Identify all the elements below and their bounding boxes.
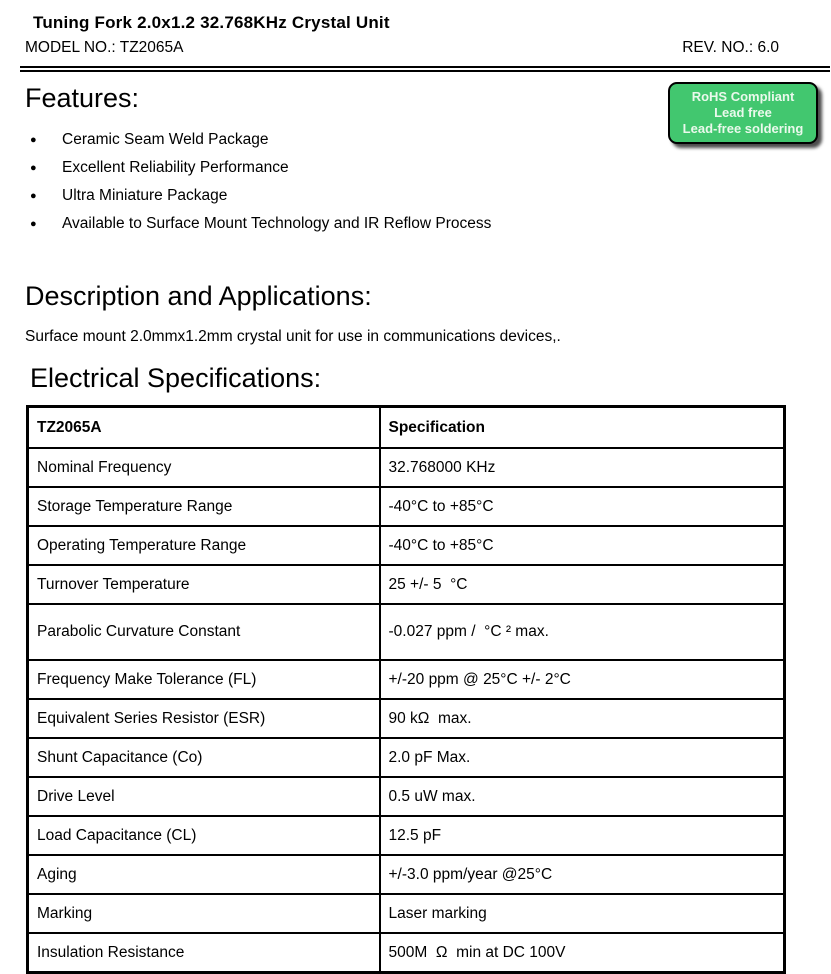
- table-row: [28, 604, 785, 660]
- table-row: [28, 526, 785, 565]
- header-subline: [0, 35, 831, 58]
- features-heading: Features:: [25, 83, 140, 113]
- param-cell: Drive Level: [28, 777, 380, 816]
- rohs-badge-line-3: Lead-free soldering: [682, 121, 804, 136]
- rohs-badge-line-2: Lead free: [714, 105, 772, 120]
- rohs-badge-line-1: RoHS Compliant: [691, 89, 795, 104]
- param-cell: Load Capacitance (CL): [28, 816, 380, 855]
- feature-item-label: Ceramic Seam Weld Package: [62, 131, 269, 148]
- param-cell: Nominal Frequency: [28, 448, 380, 487]
- table-row: [28, 777, 785, 816]
- value-cell: 32.768000 KHz: [380, 448, 785, 487]
- table-header-specification: Specification: [380, 407, 785, 449]
- value-cell: -40°C to +85°C: [380, 526, 785, 565]
- rohs-badge: [668, 82, 818, 144]
- value-cell: 90 kΩ max.: [380, 699, 785, 738]
- param-cell: Equivalent Series Resistor (ESR): [28, 699, 380, 738]
- value-cell: 2.0 pF Max.: [380, 738, 785, 777]
- description-body: Surface mount 2.0mmx1.2mm crystal unit for use in communications devices,.: [25, 328, 561, 345]
- table-row: [28, 933, 785, 973]
- param-cell: Marking: [28, 894, 380, 933]
- value-cell: 25 +/- 5 °C: [380, 565, 785, 604]
- feature-item: [0, 154, 831, 182]
- page-title: Tuning Fork 2.0x1.2 32.768KHz Crystal Unit: [33, 13, 390, 32]
- feature-item: [0, 182, 831, 210]
- description-heading: Description and Applications:: [25, 281, 372, 311]
- feature-item: [0, 210, 831, 238]
- param-cell: Operating Temperature Range: [28, 526, 380, 565]
- table-row: [28, 816, 785, 855]
- revision-number-label: REV. NO.: 6.0: [682, 39, 779, 56]
- param-cell: Frequency Make Tolerance (FL): [28, 660, 380, 699]
- bullet-icon: ●: [30, 162, 37, 174]
- param-cell: Insulation Resistance: [28, 933, 380, 973]
- electrical-specs-heading: Electrical Specifications:: [30, 363, 322, 393]
- param-cell: Turnover Temperature: [28, 565, 380, 604]
- param-cell: Aging: [28, 855, 380, 894]
- table-header-model: TZ2065A: [28, 407, 380, 449]
- table-row: [28, 699, 785, 738]
- value-cell: +/-20 ppm @ 25°C +/- 2°C: [380, 660, 785, 699]
- table-header-row: [28, 407, 785, 449]
- value-cell: Laser marking: [380, 894, 785, 933]
- param-cell: Shunt Capacitance (Co): [28, 738, 380, 777]
- value-cell: 0.5 uW max.: [380, 777, 785, 816]
- bullet-icon: ●: [30, 134, 37, 146]
- table-row: [28, 565, 785, 604]
- table-row: [28, 660, 785, 699]
- table-row: [28, 738, 785, 777]
- feature-item-label: Ultra Miniature Package: [62, 187, 228, 204]
- value-cell: 12.5 pF: [380, 816, 785, 855]
- value-cell: +/-3.0 ppm/year @25°C: [380, 855, 785, 894]
- bullet-icon: ●: [30, 218, 37, 230]
- feature-item-label: Available to Surface Mount Technology and IR Reflow Process: [62, 215, 492, 232]
- model-number-label: MODEL NO.: TZ2065A: [25, 39, 184, 56]
- feature-item-label: Excellent Reliability Performance: [62, 159, 289, 176]
- table-row: [28, 448, 785, 487]
- param-cell: Parabolic Curvature Constant: [28, 604, 380, 660]
- value-cell: 500M Ω min at DC 100V: [380, 933, 785, 973]
- value-cell: -40°C to +85°C: [380, 487, 785, 526]
- value-cell: -0.027 ppm / °C ² max.: [380, 604, 785, 660]
- table-row: [28, 855, 785, 894]
- bullet-icon: ●: [30, 190, 37, 202]
- param-cell: Storage Temperature Range: [28, 487, 380, 526]
- table-row: [28, 894, 785, 933]
- electrical-specs-table: [26, 405, 786, 974]
- table-row: [28, 487, 785, 526]
